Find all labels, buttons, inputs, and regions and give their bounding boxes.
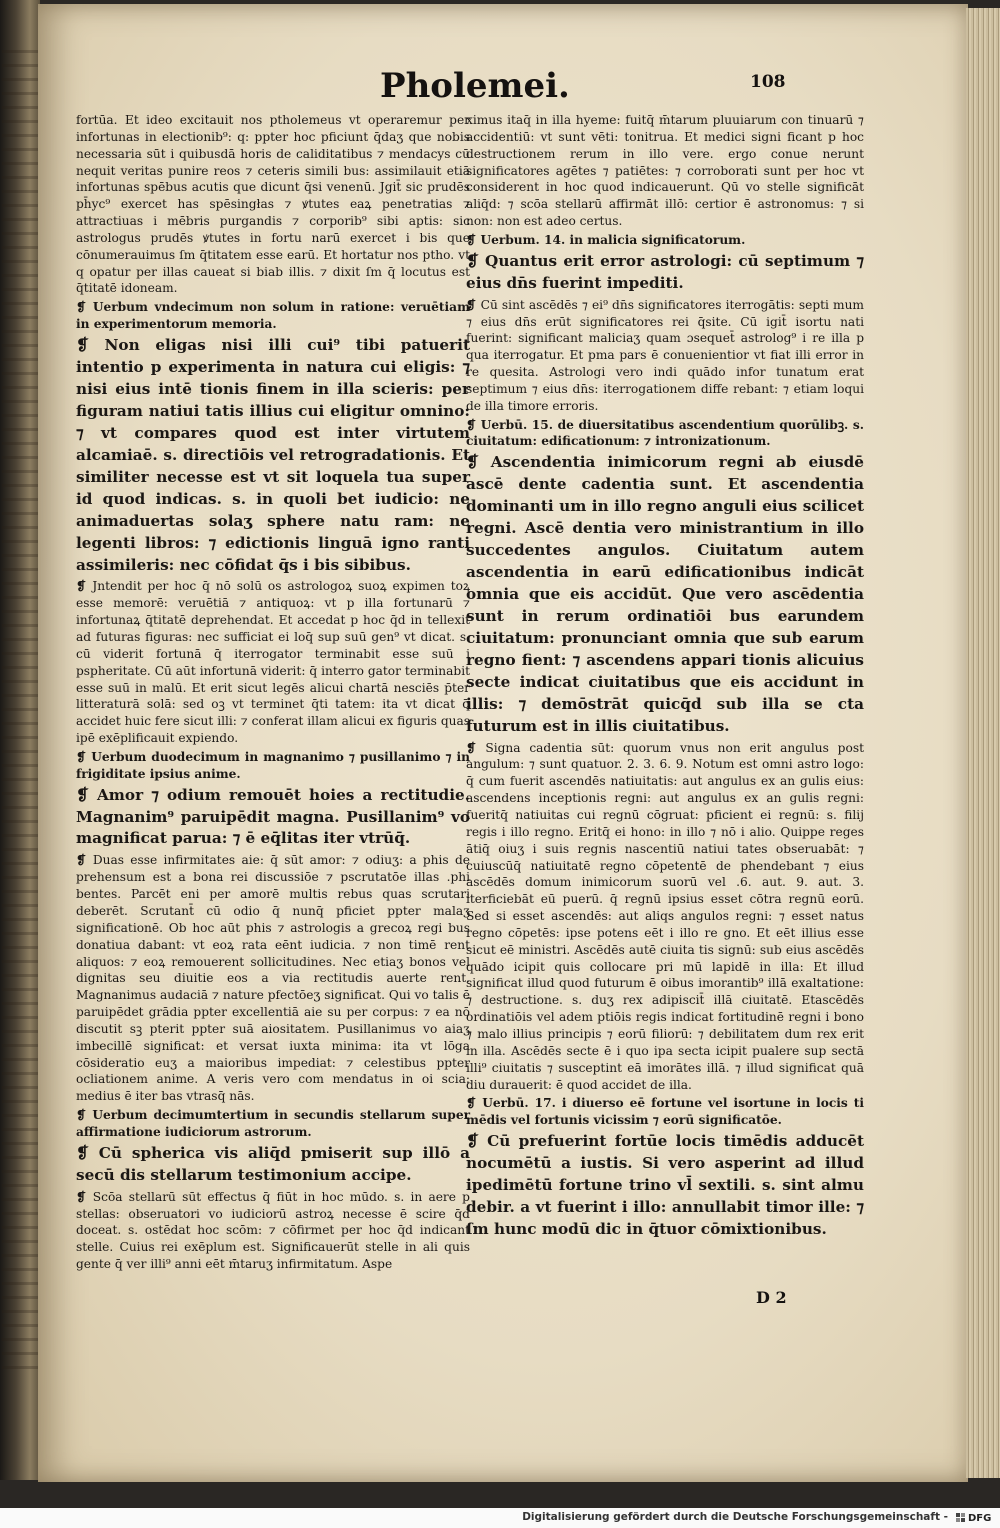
paragraph-text: Cū sint ascēdēs ⁊ ei⁹ dn̄s significatores iterrogātis: septi mum ⁊ eius dn̄s erūt significatores rei q̄site. Cū igit̄ isortu nati fuerint: significant maliciaʒ quam ɔsequet̄ astrolog⁹ i re illa p qua iterrogatur. Et pma pars ē conuenientior vt fiat illi error in re quesita. Astrologi vero indi quādo infor tunatum erat septimum ⁊ eius dn̄s: iterrogationem diffe rebant: ⁊ etiam loqui de illa timore erroris. xyxy=(466,297,864,413)
paragraph-text: Uerbum decimumtertium in secundis stellarum super affirmatione iudiciorum astrorum. xyxy=(76,1108,470,1139)
commentary-paragraph xyxy=(466,297,864,415)
paragraph-mark-icon: ❡ xyxy=(466,453,491,472)
paragraph-text: Duas esse infirmitates aie: q̄ sūt amor: ⁊ odiuʒ: a phis de prehensum est a bona rei discussiōe ⁊ pscrutatōe illas .phi bentes. Parcēt eni per amorē multis rebus quas scrutari deberēt. Scrutant̄ cū odio q̄ nunq̄ pficiet ppter malaʒ significationē. Ob hoc aūt phis ⁊ astrologis a grecoꝝ regi bus donatiua dabant: vt eoꝝ rata eēnt iudicia. ⁊ non timē rent aliquos: ⁊ eoꝝ remouerent sollicitudines. Nec etiaʒ bonos vel dignitas seu diuitie eos a via rectitudis auerte rent. Magnanimus audaciā ⁊ nature pfectōeʒ significat. Qui vo talis ē paruipēdet grādia ppter excellentiā aie su per corpus: ⁊ ea nō discutit sꝫ pterit ppter suā aiositatem. Pusillanimus vo aiaʒ imbecillē significat: et versat iuxta minima: ita vt lōga cōsideratio euʒ a maioribus impediat: ⁊ celestibus ppter ocliationem anime. A veris vero com mendatus in oi scia: medius ē iter bas vtrasq̄ nās. xyxy=(76,853,470,1104)
paragraph-mark-icon: ❡ xyxy=(76,853,93,868)
dfg-logo-text: DFG xyxy=(968,1512,992,1524)
paragraph-mark-icon: ❡ xyxy=(76,749,92,764)
commentary-paragraph xyxy=(466,740,864,1094)
paragraph-mark-icon: ❡ xyxy=(466,1132,488,1151)
dfg-logo xyxy=(956,1512,994,1524)
signature-mark: D 2 xyxy=(756,1288,787,1307)
paragraph-mark-icon: ❡ xyxy=(76,335,105,354)
paragraph-text: Uerbū. 17. i diuerso eē fortune vel isortune in locis ti mēdis vel fortunis vicissim ⁊ eorū significatōe. xyxy=(466,1096,864,1128)
funding-notice: Digitalisierung gefördert durch die Deutsche Forschungsgemeinschaft - xyxy=(522,1511,948,1523)
verbum-heading xyxy=(466,1095,864,1129)
verbum-heading xyxy=(466,232,864,249)
commentary-paragraph xyxy=(76,578,470,746)
aphorism-text xyxy=(466,251,864,295)
paragraph-text: ximus itaq̄ in illa hyeme: fuitq̄ m̄tarum pluuiarum con tinuarū ⁊ accidentiū: vt sunt vēti: tonitrua. Et medici signi ficant p hoc destructionem rerum in illo vere. ergo conue nerunt significatores agētes ⁊ patiētes: ⁊ corroborati sunt per hoc vt considerent in hoc quod indicauerunt. Qū vo stelle significāt aliq̄d: ⁊ scōa stellarū affirmāt illō: certior ē astronomus: ⁊ si non: non est adeo certus. xyxy=(466,113,864,229)
aphorism-text xyxy=(76,785,470,851)
commentary-paragraph xyxy=(466,112,864,230)
verbum-heading xyxy=(76,299,470,333)
verbum-heading xyxy=(466,417,864,451)
paragraph-text: Non eligas nisi illi cui⁹ tibi patuerit intentio p experimenta in natura cui eligis: ⁊ nisi eius intē tionis finem in illa scieris: per figuram natiui tatis illius cui eligitur omnino: ⁊ vt compares quod est inter virtutem alcamiaē. s. directiōis vel retrogradationis. Et similiter necesse est vt sit loquela tua super id quod indicas. s. in quoli bet iudicio: ne animaduertas solaʒ sphere natu ram: ne legenti libros: ⁊ edictionis linguā igno ranti assimileris: nec cōfidat q̄s i bis sibibus. xyxy=(76,335,471,574)
page-stack-edge xyxy=(966,8,1000,1478)
paragraph-mark-icon: ❡ xyxy=(76,1108,93,1123)
paragraph-mark-icon: ❡ xyxy=(466,297,481,312)
paragraph-mark-icon: ❡ xyxy=(76,785,97,804)
commentary-paragraph xyxy=(76,852,470,1105)
paragraph-mark-icon: ❡ xyxy=(466,232,481,247)
paragraph-mark-icon: ❡ xyxy=(466,251,486,270)
previous-page-text-shadow xyxy=(2,50,38,1370)
commentary-paragraph xyxy=(76,1189,470,1273)
paragraph-text: Ascendentia inimicorum regni ab eiusdē ascē dente cadentia sunt. Et ascendentia dominanti um in illo regno anguli eius scilicet regni. Ascē dentia vero ministrantium in illo succedentes angulos. Ciuitatum autem ascendentia in earū edificationibus indicāt omnia que eis accidūt. Que vero ascēdentia sunt in rerum ordinatiōi bus earundem ciuitatum: pronunciant omnia que sub earum regno fient: ⁊ ascendens appari tionis alicuius secte indicat ciuitatibus que eis accidunt in illis: ⁊ demōstrāt quicq̄d sub illa se cta futurum est in illis ciuitatibus. xyxy=(466,453,864,735)
aphorism-text xyxy=(466,1131,864,1241)
verbum-heading xyxy=(76,1107,470,1141)
paragraph-text: Uerbum duodecimum in magnanimo ⁊ pusillanimo ⁊ in frigiditate ipsius anime. xyxy=(76,749,470,781)
right-text-column xyxy=(466,112,864,1243)
running-title: Pholemei. xyxy=(380,66,570,106)
dfg-logo-icon xyxy=(956,1513,966,1523)
paragraph-mark-icon: ❡ xyxy=(76,579,93,594)
paragraph-mark-icon: ❡ xyxy=(466,417,481,432)
page-header xyxy=(380,66,800,110)
paragraph-text: Uerbum. 14. in malicia significatorum. xyxy=(480,232,746,247)
paragraph-mark-icon: ❡ xyxy=(466,740,486,755)
commentary-paragraph xyxy=(76,112,470,297)
paragraph-mark-icon: ❡ xyxy=(466,1096,483,1111)
paragraph-mark-icon: ❡ xyxy=(76,300,93,315)
previous-page-edge xyxy=(0,0,40,1480)
paragraph-text: fortūa. Et ideo excitauit nos ptholemeus vt operaremur per infortunas in electionib⁹: q: ppter hoc pficiunt q̄daʒ que nobis necessaria sūt i quibusdā horis de caliditatibus ⁊ mendacys cū nequit veritas punire reos ⁊ ceteris simili bus: assimilauit etiā infortunas spēbus acutis que dicunt q̄si venenū. Jgit̄ sic prudēs ph̄yc⁹ exercet has spēsingłas ⁊ ꝟtutes eaꝝ penetratias ⁊ attractiuas i mēbris purgandis ⁊ corporib⁹ sibi aptis: sic astrologus prudēs ꝟtutes in fortu narū exercet i bis que cōnumerauimus ſm q̄titatem esse earū. Et hortatur nos ptho. vt q opatur per illas caueat si biab illis. ⁊ dixit ſm q̄ locutus est q̄titatē idoneam. xyxy=(76,113,470,296)
paragraph-text: Jntendit per hoc q̄ nō solū os astrologoꝝ suoꝝ expimen toꝝ esse memorē: veruētiā ⁊ antiquoꝝ: vt p illa fortunarū ⁊ infortunaꝝ q̄titatē deprehendat. Et accedat p hoc q̄d in tellexit ad futuras figuras: nec sufficiat ei loq̄ sup suū gen⁹ vt dicat. s. cū viderit fortunā q̄ iterrogator terminabit esse suū i pspheritate. Cū aūt infortunā viderit: q̄ interro gator terminabit esse suū in malū. Et erit sicut legēs alicui chartā nesciēs p̄ter litteraturā solā: sed oꝫ vt terminet q̄ti tatem: ita vt dicat q̄ accidet huic fere sicut illi: ⁊ conferat illam alicui ex figuris quas ipē exēplificauit expiendo. xyxy=(76,579,470,746)
footer-bar xyxy=(0,1508,1000,1528)
paragraph-text: Cū prefuerint fortūe locis timēdis adducēt nocumētū a iustis. Si vero asperint ad illud ipedimētū fortune trino vl̄ sextili. s. sint almu debir. a vt fuerint i illo: annullabit timor ille: ⁊ ſm hunc modū dic in q̄tuor cōmixtionibus. xyxy=(466,1132,864,1238)
aphorism-text xyxy=(76,1143,470,1187)
paragraph-text: Uerbum vndecimum non solum in ratione: veruētiam in experimentorum memoria. xyxy=(76,300,470,332)
paragraph-text: Cū spherica vis aliq̄d pmiserit sup illō a secū dis stellarum testimonium accipe. xyxy=(76,1143,470,1184)
left-text-column xyxy=(76,112,470,1275)
folio-number: 108 xyxy=(750,72,786,92)
paragraph-text: Signa cadentia sūt: quorum vnus non erit angulus post angulum: ⁊ sunt quatuor. 2. 3. 6. 9. Notum est omni astro logo: q̄ cum fuerit ascendēs natiuitatis: aut angulus ex an gulis eius: ascendens inceptionis regni: aut angulus ex an gulis regni: fueritq̄ natiuitas cui regnū cōgruat: pficient ei regnū: s. filij regis i illo regno. Eritq̄ ei hono: in illo ⁊ nō i alio. Quippe reges ātiq̄ oiuʒ i suis regnis nascentiū natiui tates obseruabāt: ⁊ cuiuscūq̄ natiuitatē regno cōpetentē de phendebant ⁊ eius ascēdēs domum inimicorum suorū vel .6. aut. 9. aut. 3. iterficiebāt eū puerū. q̄ regnū ipsius esset cōtra regnū eorū. Sed si esset ascendēs: aut aliqs angulos regni: ⁊ esset natus regno cōpetēs: ipse potens eēt i illo re gno. Et eēt illius esse sicut eē ministri. Ascēdēs autē ciuita tis signū: sub eius ascēdēs quādo icipit quis collocare pri mū lapidē in illa: Et illud significat illud quod futurum ē oibus imorantib⁹ illā exaltatione: ⁊ destructione. s. duʒ rex adipiscit̄ illā ciuitatē. Etascēdēs ordinatiōis vel adem ptiōis regis indicat fortitudinē regni i bono ⁊ malo illius principis ⁊ eorū filiorū: ⁊ debilitatem dum rex erit in illa. Ascēdēs secte ē i quo ipa secta icipit pualere sup sectā illi⁹ ciuitatis ⁊ susceptint eā imorātes illā. ⁊ illud significat quā diu durauerit: ē quod accidet de illa. xyxy=(466,740,864,1092)
aphorism-text xyxy=(466,452,864,737)
paragraph-text: Uerbū. 15. de diuersitatibus ascendentium quorūlibꝫ. s. ciuitatum: edificationum: ⁊ intronizationum. xyxy=(466,417,864,449)
aphorism-text xyxy=(76,335,470,576)
paragraph-mark-icon: ❡ xyxy=(76,1189,93,1204)
paragraph-mark-icon: ❡ xyxy=(76,1143,99,1162)
paragraph-text: Scōa stellarū sūt effectus q̄ fiūt in hoc mūdo. s. in aere p stellas: obseruatori vo iudiciorū astroꝝ necesse ē scire q̄d doceat. s. ostēdat hoc scōm: ⁊ cōfirmet per hoc q̄d indicant stelle. Cuius rei exēplum est. Significauerūt stelle in ali quis gente q̄ ver illi⁹ anni eēt m̄taruʒ infirmitatum. Aspe xyxy=(76,1189,470,1272)
paragraph-text: Quantus erit error astrologi: cū septimum ⁊ eius dn̄s fuerint impediti. xyxy=(466,251,864,292)
verbum-heading xyxy=(76,749,470,783)
paragraph-text: Amor ⁊ odium remouēt hoies a rectitudie. Magnanim⁹ paruipēdit magna. Pusillanim⁹ vo magnificat parua: ⁊ ē eq̄litas iter vtrūq̄. xyxy=(76,785,470,848)
